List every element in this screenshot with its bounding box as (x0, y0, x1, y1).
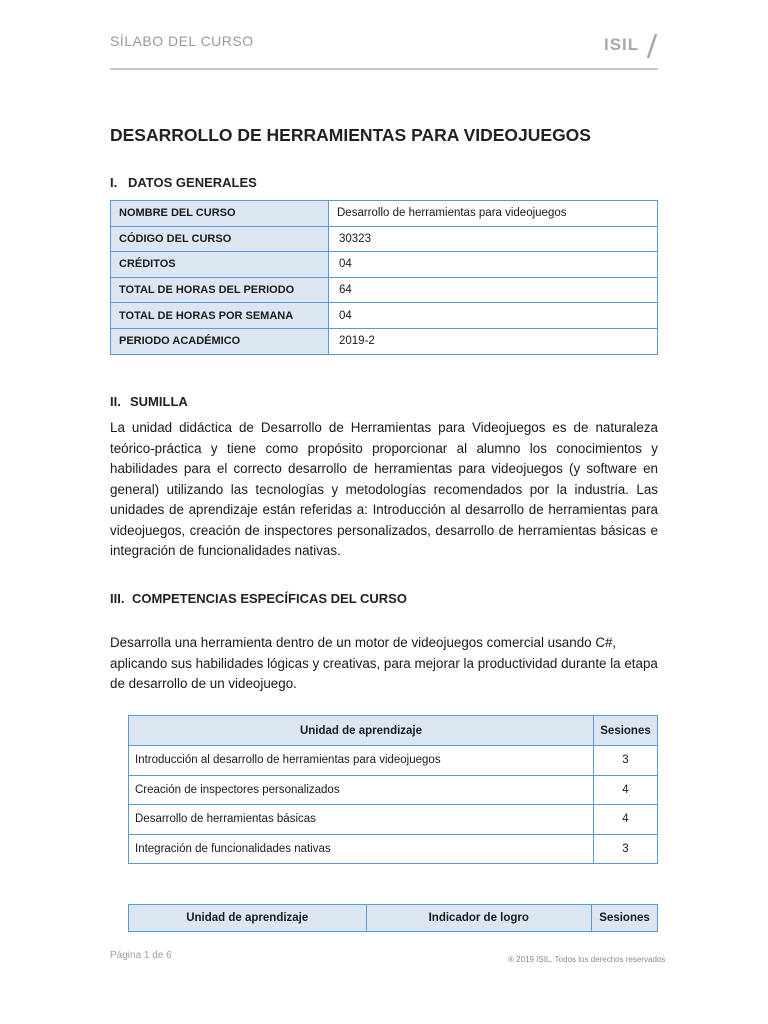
column-header-sessions: Sesiones (594, 716, 658, 746)
section-heading-sumilla: II. SUMILLA (110, 394, 188, 409)
table-row (111, 226, 658, 252)
row-label: CRÉDITOS (111, 252, 329, 278)
row-value: Desarrollo de herramientas para videojuegos (329, 201, 658, 227)
table-row (111, 277, 658, 303)
column-header-unit: Unidad de aprendizaje (129, 716, 594, 746)
column-header-unit: Unidad de aprendizaje (129, 905, 367, 932)
header-title: SÍLABO DEL CURSO (110, 33, 254, 49)
competencias-paragraph: Desarrolla una herramienta dentro de un motor de videojuegos comercial usando C#, aplicando sus habilidades lógicas y creativas, para mejorar la productividad durante la etapa de desarrollo de un videojuego. (110, 635, 658, 691)
unit-cell: Integración de funcionalidades nativas (129, 834, 594, 864)
row-label: TOTAL DE HORAS POR SEMANA (111, 303, 329, 329)
table-header-row (129, 716, 658, 746)
row-label: NOMBRE DEL CURSO (111, 201, 329, 227)
row-value: 64 (329, 277, 658, 303)
table-row (129, 834, 658, 864)
row-label: TOTAL DE HORAS DEL PERIODO (111, 277, 329, 303)
table-row (129, 775, 658, 805)
row-value: 2019-2 (329, 328, 658, 354)
table-row (111, 252, 658, 278)
row-label: CÓDIGO DEL CURSO (111, 226, 329, 252)
section-heading-competencias: III. COMPETENCIAS ESPECÍFICAS DEL CURSO (110, 591, 407, 606)
row-value: 04 (329, 303, 658, 329)
row-value: 30323 (329, 226, 658, 252)
unit-cell: Creación de inspectores personalizados (129, 775, 594, 805)
sessions-cell: 3 (594, 834, 658, 864)
learning-units-table (128, 715, 658, 864)
row-value: 04 (329, 252, 658, 278)
page-number: Página 1 de 6 (110, 950, 172, 961)
general-data-table (110, 200, 658, 355)
logo-slash-icon (644, 32, 658, 62)
copyright-notice: ® 2019 ISIL. Todos los derechos reservados (508, 955, 666, 964)
table-row (111, 201, 658, 227)
table-row (129, 746, 658, 776)
table-row (111, 328, 658, 354)
header-divider (110, 68, 658, 70)
table-row (111, 303, 658, 329)
section-heading-datos-generales: I. DATOS GENERALES (110, 175, 257, 190)
sessions-cell: 4 (594, 805, 658, 835)
achievement-indicators-table (128, 904, 658, 932)
table-row (129, 805, 658, 835)
row-label: PERIODO ACADÉMICO (111, 328, 329, 354)
sessions-cell: 3 (594, 746, 658, 776)
unit-cell: Introducción al desarrollo de herramientas para videojuegos (129, 746, 594, 776)
document-title: DESARROLLO DE HERRAMIENTAS PARA VIDEOJUEGOS (110, 125, 591, 145)
table-header-row (129, 905, 658, 932)
sessions-cell: 4 (594, 775, 658, 805)
unit-cell: Desarrollo de herramientas básicas (129, 805, 594, 835)
isil-logo: ISIL (604, 30, 660, 62)
column-header-sessions: Sesiones (592, 905, 658, 932)
sumilla-paragraph: La unidad didáctica de Desarrollo de Herramientas para Videojuegos es de naturaleza teórico-práctica y tiene como propósito proporcionar al alumno los conocimientos y habilidades para el correcto desarrollo de herramientas para videojuegos (y software en general) utilizando las tecnologías y metodologías recomendados por la industria. Las unidades de aprendizaje están referidas a: Introducción al desarrollo de herramientas para videojuegos, creación de inspectores personalizados, desarrollo de herramientas básicas e integración de funcionalidades nativas. (110, 420, 658, 558)
column-header-indicator: Indicador de logro (366, 905, 592, 932)
